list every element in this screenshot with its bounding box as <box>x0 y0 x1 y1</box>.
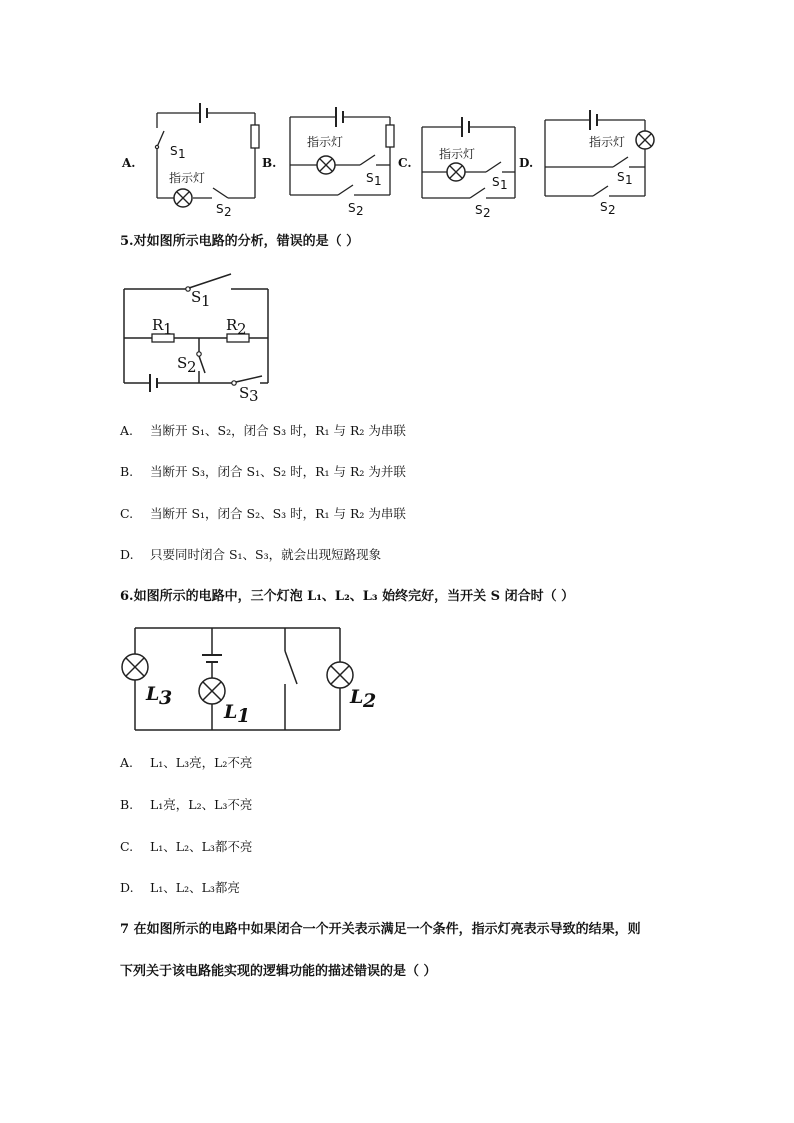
svg-text:2: 2 <box>237 320 247 338</box>
svg-text:2: 2 <box>483 206 491 220</box>
svg-text:L: L <box>224 701 238 723</box>
svg-text:S: S <box>239 384 250 402</box>
svg-text:3: 3 <box>249 387 259 405</box>
lamp-label: 指示灯 <box>169 171 206 185</box>
q5-option-c[interactable]: C. 当断开 S₁，闭合 S₂、S₃ 时，R₁ 与 R₂ 为串联 <box>120 506 406 521</box>
svg-text:1: 1 <box>237 705 251 727</box>
svg-text:S: S <box>170 144 178 158</box>
svg-text:2: 2 <box>224 205 232 219</box>
svg-text:S: S <box>348 201 356 215</box>
svg-text:S: S <box>177 354 188 372</box>
svg-text:L: L <box>146 683 160 705</box>
svg-text:1: 1 <box>625 173 633 187</box>
svg-text:S: S <box>617 170 625 184</box>
svg-text:R: R <box>226 316 238 334</box>
q6-option-d[interactable]: D. L₁、L₂、L₃都亮 <box>120 880 240 895</box>
lamp-label: 指示灯 <box>439 147 476 161</box>
q5-stem: 5.对如图所示电路的分析，错误的是（ ） <box>120 234 360 249</box>
q7-stem-line1: 7 在如图所示的电路中如果闭合一个开关表示满足一个条件，指示灯亮表示导致的结果，则 <box>120 922 641 937</box>
q4-option-d-label: D. <box>519 156 534 170</box>
svg-text:S: S <box>216 202 224 216</box>
svg-text:S: S <box>492 175 500 189</box>
svg-text:2: 2 <box>363 690 377 712</box>
svg-text:3: 3 <box>159 687 173 709</box>
svg-text:1: 1 <box>374 174 382 188</box>
svg-text:L: L <box>350 686 364 708</box>
q6-option-b[interactable]: B. L₁亮，L₂、L₃不亮 <box>120 797 253 812</box>
q5-option-b[interactable]: B. 当断开 S₃，闭合 S₁、S₂ 时，R₁ 与 R₂ 为并联 <box>120 464 406 479</box>
switch-s-icon <box>285 651 297 684</box>
lamp-label: 指示灯 <box>589 135 626 149</box>
svg-text:R: R <box>152 316 164 334</box>
svg-text:2: 2 <box>608 203 616 217</box>
svg-text:S: S <box>191 288 202 306</box>
q5-option-d[interactable]: D. 只要同时闭合 S₁、S₃，就会出现短路现象 <box>120 547 382 562</box>
svg-text:1: 1 <box>163 320 173 338</box>
q6-option-c[interactable]: C. L₁、L₂、L₃都不亮 <box>120 839 253 854</box>
svg-text:S: S <box>600 200 608 214</box>
svg-text:1: 1 <box>201 292 211 310</box>
q6-option-a[interactable]: A. L₁、L₃亮，L₂不亮 <box>120 755 253 770</box>
svg-text:2: 2 <box>356 204 364 218</box>
svg-text:S: S <box>366 171 374 185</box>
q7-stem-line2: 下列关于该电路能实现的逻辑功能的描述错误的是（ ） <box>120 964 437 979</box>
q5-option-a[interactable]: A. 当断开 S₁、S₂，闭合 S₃ 时，R₁ 与 R₂ 为串联 <box>120 423 406 438</box>
svg-text:2: 2 <box>187 358 197 376</box>
q4-option-b-label: B. <box>262 156 277 170</box>
q4-option-a-label: A. <box>122 156 136 170</box>
svg-text:1: 1 <box>178 147 186 161</box>
svg-text:1: 1 <box>500 178 508 192</box>
q4-option-c-label: C. <box>398 156 412 170</box>
svg-text:S: S <box>475 203 483 217</box>
lamp-label: 指示灯 <box>307 135 344 149</box>
q6-stem: 6.如图所示的电路中，三个灯泡 L₁、L₂、L₃ 始终完好，当开关 S 闭合时（ ） <box>120 589 575 604</box>
